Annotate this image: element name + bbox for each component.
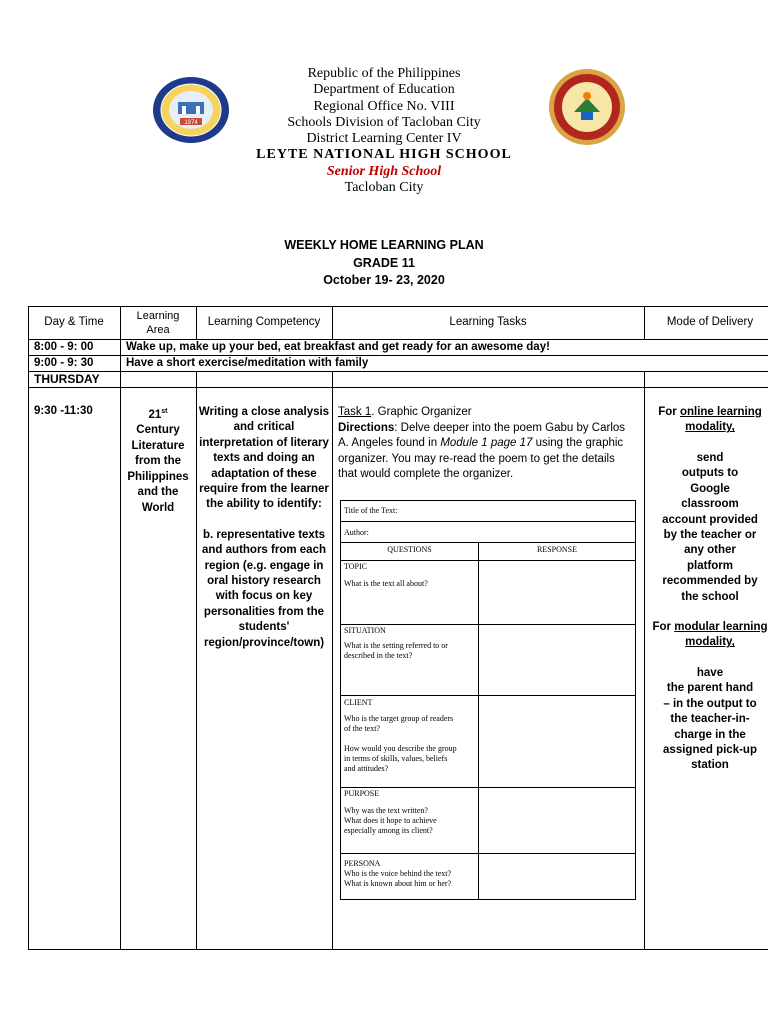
header-line: Republic of the Philippines bbox=[307, 66, 461, 81]
delivery-modular bbox=[644, 620, 768, 651]
organizer-divider bbox=[341, 787, 635, 788]
organizer-item-persona bbox=[344, 859, 451, 889]
competency-line: students' bbox=[238, 621, 290, 634]
item-question: Why was the text written? bbox=[344, 806, 428, 815]
item-question bbox=[344, 734, 457, 744]
organizer-col-response: RESPONSE bbox=[536, 545, 577, 554]
directions-line bbox=[338, 421, 642, 437]
routine-activity: Wake up, make up your bed, eat breakfast and get ready for an awesome day! bbox=[126, 341, 550, 353]
area-number: 21 bbox=[148, 408, 162, 421]
competency-line: b. representative texts bbox=[202, 528, 326, 541]
area-line: and the bbox=[137, 486, 179, 499]
directions-line: that would complete the organizer. bbox=[338, 468, 514, 480]
delivery-pre: For bbox=[658, 406, 680, 418]
item-question: in terms of skills, values, beliefs bbox=[344, 754, 448, 763]
competency-line: with focus on key bbox=[215, 590, 313, 603]
col-divider bbox=[120, 339, 121, 372]
svg-text:1974: 1974 bbox=[184, 120, 198, 126]
directions-line bbox=[338, 436, 642, 452]
header-tasks: Learning Tasks bbox=[449, 316, 527, 328]
header-day-time: Day & Time bbox=[44, 316, 104, 328]
directions-text: : Delve deeper into the poem Gabu by Carlos bbox=[394, 421, 626, 434]
header-competency: Learning Competency bbox=[207, 316, 321, 328]
delivery-line: send bbox=[696, 452, 724, 464]
item-label: TOPIC bbox=[344, 562, 367, 571]
delivery-line: any other bbox=[684, 544, 736, 557]
header-area-line: Area bbox=[146, 324, 170, 336]
delivery-line: platform bbox=[687, 559, 733, 572]
delivery-line: have bbox=[696, 667, 724, 679]
item-label: PERSONA bbox=[344, 859, 381, 868]
competency-line: Writing a close analysis bbox=[198, 406, 330, 418]
item-label: PURPOSE bbox=[344, 789, 380, 798]
online-modality-link[interactable]: online learning modality, bbox=[679, 406, 762, 434]
routine-activity: Have a short exercise/meditation with family bbox=[126, 357, 369, 369]
school-city: Tacloban City bbox=[344, 180, 424, 196]
area-line: from the bbox=[135, 455, 181, 468]
organizer-item-topic bbox=[344, 562, 428, 589]
routine-time: 9:00 - 9: 30 bbox=[34, 357, 94, 369]
organizer-col-divider bbox=[478, 542, 479, 899]
module-reference: Module 1 page 17 bbox=[440, 437, 533, 449]
organizer-divider bbox=[341, 695, 635, 696]
organizer-author-label: Author: bbox=[344, 528, 369, 537]
competency-line: require from the learner bbox=[199, 483, 329, 496]
area-sup: st bbox=[161, 408, 168, 415]
competency-line: region (e.g. engage in bbox=[204, 559, 324, 572]
organizer-item-situation bbox=[344, 626, 448, 661]
plan-title-text: WEEKLY HOME LEARNING PLAN bbox=[284, 238, 484, 252]
delivery-line bbox=[644, 620, 768, 651]
item-question: especially among its client? bbox=[344, 826, 433, 835]
delivery-modular-rest bbox=[644, 666, 768, 774]
item-question: What is the text all about? bbox=[344, 579, 428, 588]
delivery-online-rest bbox=[644, 451, 768, 605]
competency-line: personalities from the bbox=[203, 605, 325, 618]
competency-line: adaptation of these bbox=[211, 467, 317, 480]
competency-line: and authors from each bbox=[202, 544, 326, 557]
item-question: Who is the voice behind the text? bbox=[344, 869, 452, 878]
competency-line: region/province/town) bbox=[203, 636, 325, 649]
organizer-item-client bbox=[344, 698, 457, 774]
organizer-divider bbox=[341, 521, 635, 522]
directions-text: A. Angeles found in bbox=[338, 437, 441, 449]
col-divider bbox=[332, 372, 333, 950]
header-line: District Learning Center IV bbox=[306, 131, 462, 147]
organizer-item-purpose bbox=[344, 789, 437, 836]
header-line: Schools Division of Tacloban City bbox=[287, 114, 481, 130]
school-name: LEYTE NATIONAL HIGH SCHOOL bbox=[256, 147, 512, 163]
learning-competency bbox=[196, 405, 332, 651]
area-line: Literature bbox=[131, 439, 185, 452]
competency-line: texts and doing an bbox=[213, 452, 315, 465]
task-label: Task 1 bbox=[338, 406, 372, 418]
delivery-online bbox=[644, 405, 768, 436]
organizer-divider bbox=[341, 624, 635, 625]
competency-line: the ability to identify: bbox=[206, 498, 322, 511]
letterhead bbox=[0, 66, 768, 196]
delivery-line: – in the output to bbox=[663, 697, 757, 710]
competency-line: interpretation of literary bbox=[199, 436, 329, 449]
directions-label: Directions bbox=[338, 421, 395, 434]
organizer-divider bbox=[341, 560, 635, 561]
delivery-line: the school bbox=[681, 590, 739, 603]
area-line: World bbox=[141, 501, 175, 514]
row-divider bbox=[28, 371, 768, 372]
row-divider bbox=[28, 339, 768, 340]
delivery-line bbox=[644, 405, 768, 436]
item-question: What does it hope to achieve bbox=[344, 816, 437, 825]
competency-line: oral history research bbox=[207, 575, 321, 588]
directions-line: organizer. You may re-read the poem to get the details bbox=[338, 452, 615, 465]
header-line: Regional Office No. VIII bbox=[313, 98, 455, 114]
header-area-line: Learning bbox=[136, 310, 180, 322]
delivery-line: account provided bbox=[662, 513, 758, 526]
header-delivery: Mode of Delivery bbox=[666, 316, 754, 328]
routine-time: 8:00 - 9: 00 bbox=[34, 341, 94, 353]
task-title bbox=[338, 405, 642, 421]
item-label: CLIENT bbox=[344, 698, 373, 707]
delivery-line: the parent hand bbox=[666, 682, 754, 695]
item-question: and attitudes? bbox=[344, 764, 389, 773]
item-question: described in the text? bbox=[344, 651, 413, 660]
row-divider bbox=[28, 355, 768, 356]
item-question: What is the setting referred to or bbox=[344, 641, 448, 650]
learning-area bbox=[120, 404, 196, 516]
plan-grade: GRADE 11 bbox=[353, 255, 415, 270]
modular-modality-link[interactable]: modular learning modality, bbox=[674, 621, 768, 649]
delivery-line: charge in the bbox=[674, 728, 746, 741]
delivery-line: the teacher-in- bbox=[670, 713, 750, 726]
delivery-line: classroom bbox=[681, 498, 739, 511]
learning-tasks bbox=[338, 405, 642, 483]
delivery-line: Google bbox=[690, 482, 730, 495]
delivery-pre: For bbox=[652, 621, 675, 633]
directions-text: using the graphic bbox=[532, 437, 624, 449]
task-title-text: . Graphic Organizer bbox=[371, 406, 472, 418]
item-question: of the text? bbox=[344, 724, 380, 733]
area-line bbox=[120, 404, 196, 423]
item-question: Who is the target group of readers bbox=[344, 714, 454, 723]
session-time: 9:30 -11:30 bbox=[34, 405, 93, 417]
day-label: THURSDAY bbox=[34, 372, 100, 386]
row-divider bbox=[28, 387, 768, 388]
organizer-divider bbox=[341, 853, 635, 854]
header-learning-area bbox=[120, 309, 196, 337]
delivery-line: by the teacher or bbox=[663, 529, 757, 542]
area-line: Philippines bbox=[127, 470, 189, 483]
delivery-line: recommended by bbox=[662, 575, 758, 588]
organizer-divider bbox=[341, 542, 635, 543]
school-unit: Senior High School bbox=[326, 163, 442, 179]
plan-dates: October 19- 23, 2020 bbox=[323, 273, 445, 287]
organizer-col-questions: QUESTIONS bbox=[387, 545, 432, 554]
delivery-line: outputs to bbox=[681, 467, 739, 480]
header-line: Department of Education bbox=[313, 82, 455, 98]
item-question: How would you describe the group bbox=[344, 744, 457, 753]
organizer-title-label: Title of the Text: bbox=[344, 506, 398, 515]
item-label: SITUATION bbox=[344, 626, 386, 635]
graphic-organizer bbox=[340, 500, 636, 900]
delivery-line: station bbox=[691, 759, 729, 772]
area-line: Century bbox=[136, 424, 180, 437]
item-question: What is known about him or her? bbox=[344, 879, 452, 888]
delivery-line: assigned pick-up bbox=[663, 744, 757, 757]
competency-line: and critical bbox=[233, 421, 295, 434]
plan-title bbox=[0, 237, 768, 290]
